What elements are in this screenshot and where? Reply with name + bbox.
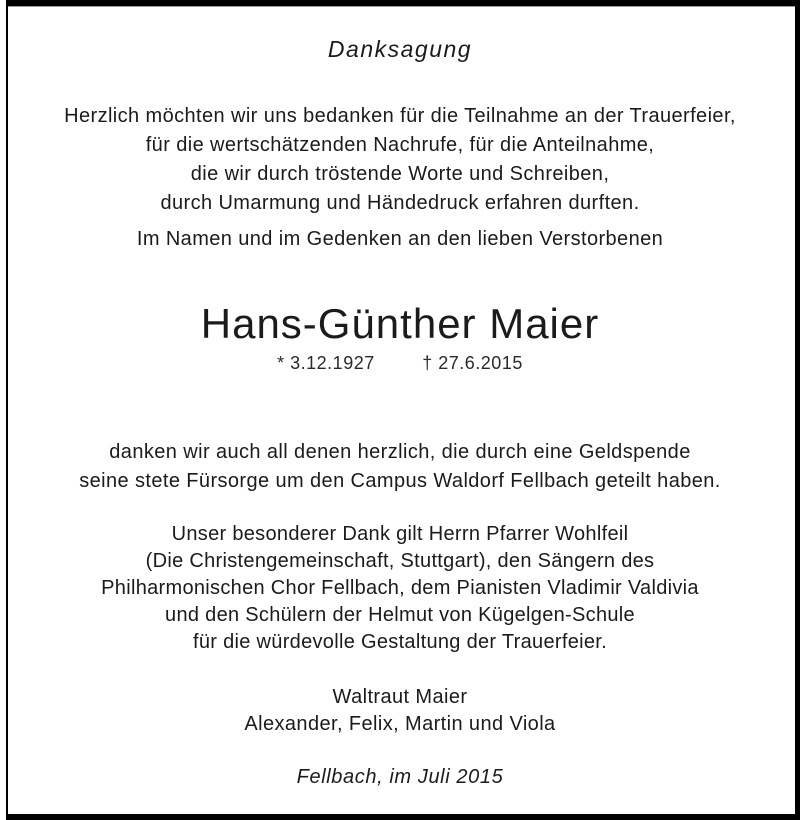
thanks-line: Unser besonderer Dank gilt Herrn Pfarrer Wohlfeil [171,523,629,545]
closing-line: Fellbach, im Juli 2015 [296,766,504,788]
thanks-line: Philharmonischen Chor Fellbach, dem Pianisten Vladimir Valdivia [101,577,699,599]
death-date: † 27.6.2015 [422,353,523,373]
donation-line: seine stete Fürsorge um den Campus Waldorf Fellbach geteilt haben. [79,470,721,492]
birth-date: * 3.12.1927 [277,353,375,373]
deceased-name: Hans-Günther Maier [200,300,600,347]
dedication-line: Im Namen und im Gedenken an den lieben Verstorbenen [136,228,664,250]
thanks-paragraph [10,521,790,656]
donation-line: danken wir auch all denen herzlich, die durch eine Geldspende [109,441,691,463]
family-signature [10,684,790,738]
thanks-line: (Die Christengemeinschaft, Stuttgart), den Sängern des [145,550,655,572]
family-line: Alexander, Felix, Martin und Viola [244,713,556,735]
intro-line: die wir durch tröstende Worte und Schreiben, [190,163,610,185]
notice-title: Danksagung [327,36,473,62]
family-line: Waltraut Maier [332,686,468,708]
intro-line: durch Umarmung und Händedruck erfahren durften. [160,192,640,214]
intro-paragraph [10,102,790,218]
thanks-line: und den Schülern der Helmut von Kügelgen-Schule [165,604,635,626]
thanks-line: für die würdevolle Gestaltung der Trauerfeier. [192,631,607,653]
intro-line: für die wertschätzenden Nachrufe, für die Anteilnahme, [145,134,655,156]
donation-paragraph [10,438,790,496]
intro-line: Herzlich möchten wir uns bedanken für die Teilnahme an der Trauerfeier, [64,105,736,127]
life-dates [10,353,790,374]
